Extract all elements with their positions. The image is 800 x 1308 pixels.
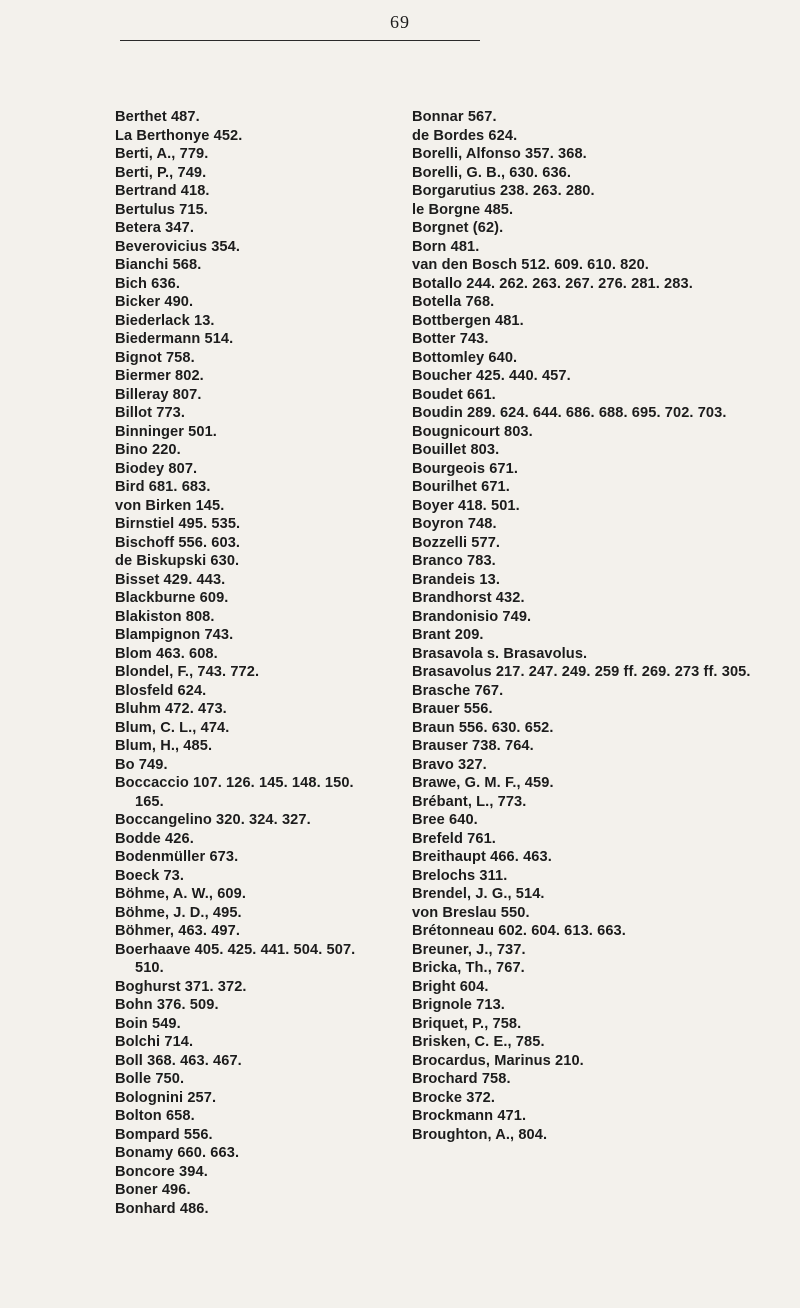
index-entry: Botter 743. bbox=[412, 331, 489, 347]
index-entry: Birnstiel 495. 535. bbox=[115, 516, 241, 532]
index-entry: Berti, P., 749. bbox=[115, 164, 207, 181]
index-entry: Bouillet 803. bbox=[412, 442, 500, 458]
index-entry: Bertrand 418. bbox=[115, 183, 210, 199]
index-entry: Brébant, L., 773. bbox=[412, 793, 527, 810]
index-entry: Boudet 661. bbox=[412, 386, 496, 403]
index-entry: Bich 636. bbox=[115, 275, 180, 292]
index-entry: Böhmer, 463. 497. bbox=[115, 923, 241, 939]
index-entry: Boll 368. 463. 467. bbox=[115, 1052, 242, 1069]
index-entry: Briquet, P., 758. bbox=[412, 1015, 522, 1032]
index-entry: Breuner, J., 737. bbox=[412, 941, 526, 958]
index-entry: Boncore 394. bbox=[115, 1163, 208, 1180]
index-entry: Blampignon 743. bbox=[115, 627, 234, 643]
index-entry: Biedermann 514. bbox=[115, 331, 234, 347]
index-entry: Brandhorst 432. bbox=[412, 590, 525, 606]
index-entry: Blosfeld 624. bbox=[115, 682, 207, 699]
index-entry: Brauser 738. 764. bbox=[412, 738, 534, 754]
index-entry: Boyer 418. 501. bbox=[412, 497, 520, 514]
index-entry: Bolton 658. bbox=[115, 1108, 195, 1124]
index-entry: Brocardus, Marinus 210. bbox=[412, 1052, 584, 1069]
index-entry: Bino 220. bbox=[115, 442, 181, 458]
index-entry: Boner 496. bbox=[115, 1182, 191, 1198]
index-entry: Boucher 425. 440. 457. bbox=[412, 368, 571, 384]
index-entry: Boeck 73. bbox=[115, 867, 185, 884]
index-entry: Blakiston 808. bbox=[115, 608, 215, 625]
index-entry: Bonnar 567. bbox=[412, 109, 497, 125]
index-entry: Boccangelino 320. 324. 327. bbox=[115, 812, 311, 828]
index-entry: Berti, A., 779. bbox=[115, 146, 209, 162]
index-entry: Boin 549. bbox=[115, 1015, 181, 1032]
index-entry: Bolle 750. bbox=[115, 1071, 185, 1087]
index-entry: Brasavola s. Brasavolus. bbox=[412, 645, 588, 662]
index-entry: Bricka, Th., 767. bbox=[412, 960, 525, 976]
index-entry: Bertulus 715. bbox=[115, 201, 208, 218]
index-entry: Broughton, A., 804. bbox=[412, 1126, 548, 1143]
index-entry: Beverovicius 354. bbox=[115, 238, 241, 255]
index-entry: Borgnet (62). bbox=[412, 220, 504, 236]
index-entry: de Bordes 624. bbox=[412, 127, 518, 144]
index-entry: Bompard 556. bbox=[115, 1126, 213, 1143]
index-entry: Brant 209. bbox=[412, 627, 484, 643]
index-entry: Betera 347. bbox=[115, 220, 194, 236]
index-entry: La Berthonye 452. bbox=[115, 127, 243, 144]
index-entry: Bicker 490. bbox=[115, 294, 194, 310]
index-entry: Bourgeois 671. bbox=[412, 460, 519, 477]
index-entry: Berthet 487. bbox=[115, 109, 200, 125]
index-entry: Brétonneau 602. 604. 613. 663. bbox=[412, 923, 626, 939]
index-entry: Bird 681. 683. bbox=[115, 479, 211, 495]
index-entry: Bolognini 257. bbox=[115, 1089, 217, 1106]
index-entry: Brochard 758. bbox=[412, 1071, 511, 1087]
index-entry: Boerhaave 405. 425. 441. 504. 507. 510. bbox=[115, 941, 356, 976]
index-entry: Bodde 426. bbox=[115, 830, 194, 847]
index-entry: Bignot 758. bbox=[115, 349, 195, 366]
index-entry: Bravo 327. bbox=[412, 756, 487, 773]
index-entry: Borelli, Alfonso 357. 368. bbox=[412, 146, 587, 162]
index-entry: Braun 556. 630. 652. bbox=[412, 719, 554, 736]
index-entry: Biederlack 13. bbox=[115, 312, 215, 329]
index-entry: Bonhard 486. bbox=[115, 1200, 209, 1217]
index-entry: Brauer 556. bbox=[412, 701, 493, 717]
index-column-right bbox=[412, 108, 772, 1144]
index-entry: von Birken 145. bbox=[115, 497, 225, 514]
index-entry: Bolchi 714. bbox=[115, 1034, 194, 1050]
index-entry: Blum, H., 485. bbox=[115, 738, 213, 754]
index-entry: Brisken, C. E., 785. bbox=[412, 1034, 545, 1050]
index-entry: Brefeld 761. bbox=[412, 830, 496, 847]
index-entry: Bodenmüller 673. bbox=[115, 849, 239, 865]
index-entry: Brelochs 311. bbox=[412, 867, 508, 884]
index-entry: Böhme, J. D., 495. bbox=[115, 904, 242, 921]
index-entry: Bo 749. bbox=[115, 756, 168, 773]
index-entry: Brawe, G. M. F., 459. bbox=[412, 775, 554, 791]
page-number: 69 bbox=[390, 12, 410, 32]
index-entry: von Breslau 550. bbox=[412, 904, 530, 921]
index-entry: Biodey 807. bbox=[115, 460, 198, 477]
index-entry: Biermer 802. bbox=[115, 368, 204, 384]
index-entry: de Biskupski 630. bbox=[115, 553, 240, 569]
index-entry: Brasavolus 217. 247. 249. 259 ff. 269. 273 ff. 305. bbox=[412, 664, 751, 680]
index-column-left bbox=[115, 108, 370, 1218]
index-entry: Bougnicourt 803. bbox=[412, 423, 533, 440]
index-entry: Bianchi 568. bbox=[115, 257, 202, 273]
index-entry: Born 481. bbox=[412, 238, 480, 255]
index-entry: Borelli, G. B., 630. 636. bbox=[412, 164, 572, 181]
index-entry: Bonamy 660. 663. bbox=[115, 1145, 240, 1161]
index-entry: Blackburne 609. bbox=[115, 590, 229, 606]
index-entry: Brasche 767. bbox=[412, 682, 504, 699]
index-entry: Boghurst 371. 372. bbox=[115, 978, 247, 995]
index-entry: van den Bosch 512. 609. 610. 820. bbox=[412, 257, 649, 273]
index-entry: Bright 604. bbox=[412, 978, 489, 995]
index-entry: Boudin 289. 624. 644. 686. 688. 695. 702. 703. bbox=[412, 405, 727, 421]
index-entry: Bozzelli 577. bbox=[412, 534, 501, 551]
index-entry: Brignole 713. bbox=[412, 997, 505, 1013]
index-entry: Bischoff 556. 603. bbox=[115, 534, 241, 551]
index-entry: Bottbergen 481. bbox=[412, 312, 524, 329]
index-entry: Boccaccio 107. 126. 145. 148. 150. 165. bbox=[115, 775, 354, 810]
index-entry: Bottomley 640. bbox=[412, 349, 518, 366]
index-entry: Bree 640. bbox=[412, 812, 478, 828]
index-entry: Brandonisio 749. bbox=[412, 608, 532, 625]
index-entry: Brocke 372. bbox=[412, 1089, 496, 1106]
index-entry: Brandeis 13. bbox=[412, 571, 500, 588]
index-entry: Binninger 501. bbox=[115, 423, 217, 440]
index-entry: Blum, C. L., 474. bbox=[115, 719, 230, 736]
index-entry: Brockmann 471. bbox=[412, 1108, 527, 1124]
index-entry: Bisset 429. 443. bbox=[115, 571, 226, 588]
index-entry: Blondel, F., 743. 772. bbox=[115, 664, 260, 680]
index-entry: Billeray 807. bbox=[115, 386, 202, 403]
index-entry: Bluhm 472. 473. bbox=[115, 701, 227, 717]
index-entry: Botella 768. bbox=[412, 294, 495, 310]
index-entry: Böhme, A. W., 609. bbox=[115, 886, 247, 902]
index-entry: Brendel, J. G., 514. bbox=[412, 886, 545, 902]
index-entry: Breithaupt 466. 463. bbox=[412, 849, 552, 865]
index-entry: Bohn 376. 509. bbox=[115, 997, 219, 1013]
index-entry: le Borgne 485. bbox=[412, 201, 514, 218]
index-entry: Bourilhet 671. bbox=[412, 479, 510, 495]
index-entry: Borgarutius 238. 263. 280. bbox=[412, 183, 595, 199]
header-rule bbox=[120, 40, 480, 41]
index-entry: Botallo 244. 262. 263. 267. 276. 281. 283. bbox=[412, 275, 693, 292]
index-entry: Blom 463. 608. bbox=[115, 645, 218, 662]
index-entry: Branco 783. bbox=[412, 553, 496, 569]
index-entry: Boyron 748. bbox=[412, 516, 497, 532]
index-entry: Billot 773. bbox=[115, 405, 186, 421]
